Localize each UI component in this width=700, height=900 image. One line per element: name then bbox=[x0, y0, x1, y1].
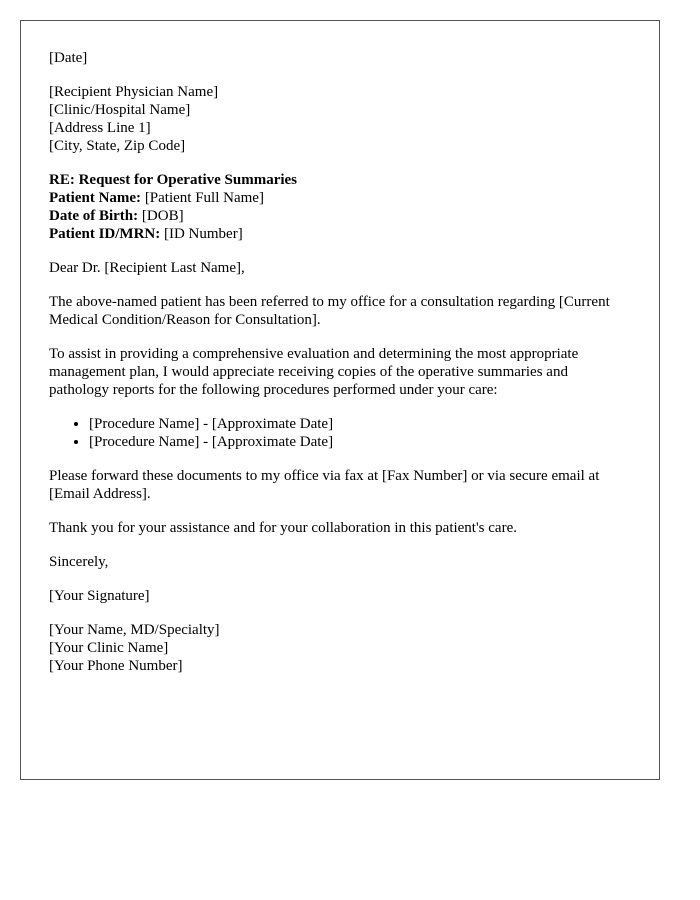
procedure-list bbox=[49, 415, 631, 451]
recipient-city-state-zip: [City, State, Zip Code] bbox=[49, 138, 186, 154]
patient-id-value: [ID Number] bbox=[163, 226, 243, 242]
closing: Sincerely, bbox=[49, 554, 109, 570]
recipient-clinic: [Clinic/Hospital Name] bbox=[49, 102, 191, 118]
patient-id-line bbox=[49, 225, 631, 243]
recipient-address bbox=[49, 83, 631, 155]
sender-name: [Your Name, MD/Specialty] bbox=[49, 622, 220, 638]
sender-block bbox=[49, 621, 631, 675]
procedure-item: • [Procedure Name] - [Approximate Date] bbox=[89, 433, 631, 451]
paragraph-referral: The above-named patient has been referred to my office for a consultation regarding [Current Medical Condition/Reason for Consultation]. bbox=[49, 294, 610, 328]
dob-label: Date of Birth: bbox=[49, 208, 139, 224]
salutation: Dear Dr. [Recipient Last Name], bbox=[49, 260, 245, 276]
recipient-physician: [Recipient Physician Name] bbox=[49, 84, 219, 100]
procedure-item: • [Procedure Name] - [Approximate Date] bbox=[89, 415, 631, 433]
dob-line bbox=[49, 207, 631, 225]
date-block bbox=[49, 49, 631, 67]
patient-name-value: [Patient Full Name] bbox=[144, 190, 264, 206]
dob-value: [DOB] bbox=[141, 208, 184, 224]
patient-name-line bbox=[49, 189, 631, 207]
sender-clinic: [Your Clinic Name] bbox=[49, 640, 169, 656]
letter-page bbox=[20, 20, 660, 780]
signature: [Your Signature] bbox=[49, 588, 150, 604]
paragraph-request: To assist in providing a comprehensive evaluation and determining the most appropriate management plan, I would appreciate receiving copies of the operative summaries and pathology reports for the following procedures performed under your care: bbox=[49, 346, 579, 398]
reference-block bbox=[49, 171, 631, 243]
letter-date: [Date] bbox=[49, 50, 88, 66]
paragraph-thanks: Thank you for your assistance and for your collaboration in this patient's care. bbox=[49, 520, 517, 536]
re-line: RE: Request for Operative Summaries bbox=[49, 172, 298, 188]
patient-name-label: Patient Name: bbox=[49, 190, 142, 206]
paragraph-forwarding: Please forward these documents to my office via fax at [Fax Number] or via secure email at [Email Address]. bbox=[49, 468, 600, 502]
sender-phone: [Your Phone Number] bbox=[49, 658, 183, 674]
patient-id-label: Patient ID/MRN: bbox=[49, 226, 161, 242]
recipient-address-line-1: [Address Line 1] bbox=[49, 120, 151, 136]
